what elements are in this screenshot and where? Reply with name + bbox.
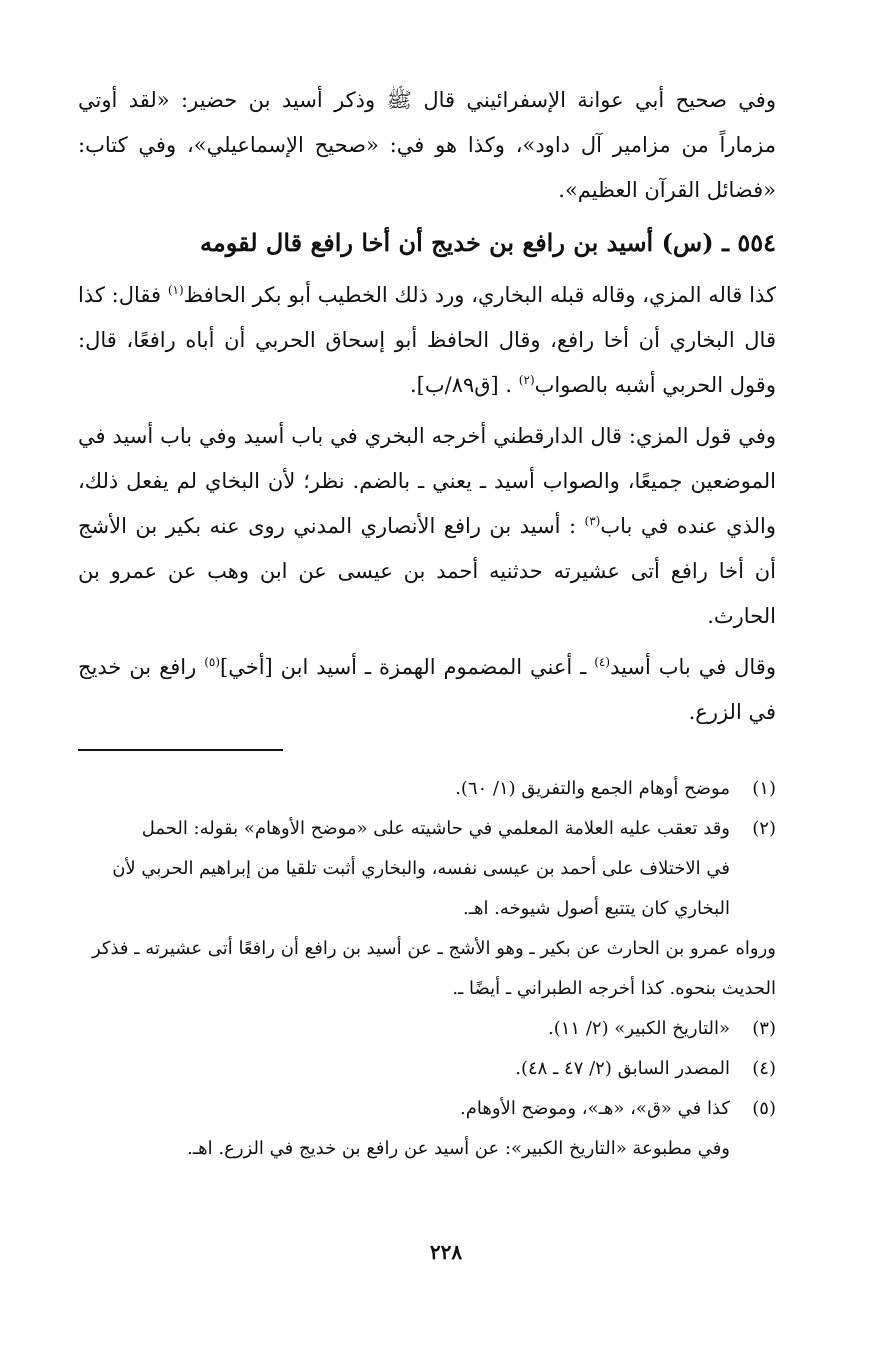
footnote-number: (٥) xyxy=(752,1098,776,1119)
footnote-ref-3[interactable]: (٣) xyxy=(584,514,601,528)
paragraph-entry-1-part-c: . [ق٨٩/ب]. xyxy=(409,373,513,397)
footnote-number: (٣) xyxy=(752,1018,776,1039)
page-body xyxy=(78,78,776,1169)
footnote-text: وقد تعقب عليه العلامة المعلمي في حاشيته على «موضح الأوهام» بقوله: الحمل xyxy=(141,818,730,839)
footnote-ref-2[interactable]: (٢) xyxy=(518,373,535,387)
paragraph-entry-3 xyxy=(78,645,776,735)
footnote-2 xyxy=(78,809,776,849)
paragraph-entry-3-part-c: رافع بن خديج في الزرع. xyxy=(78,655,776,724)
footnote-number: (٢) xyxy=(752,818,776,839)
footnote-ref-1[interactable]: (١) xyxy=(167,283,184,297)
paragraph-entry-2-part-b: : أسيد بن رافع الأنصاري المدني روى عنه بكير بن الأشج أن أخا رافع أتى عشيرته حدثنيه أحمد بن عيسى عن ابن وهب عن عمرو بن الحارث. xyxy=(78,514,776,628)
paragraph-entry-1 xyxy=(78,273,776,408)
footnote-5 xyxy=(78,1089,776,1129)
footnote-5-continuation: وفي مطبوعة «التاريخ الكبير»: عن أسيد عن رافع بن خديج في الزرع. اهـ. xyxy=(187,1138,730,1159)
entry-heading: ٥٥٤ ـ (س) أسيد بن رافع بن خديج أن أخا رافع قال لقومه xyxy=(199,228,776,257)
paragraph-entry-1-part-b: فقال: كذا قال البخاري أن أخا رافع، وقال الحافظ أبو إسحاق الحربي أن أباه رافعًا، قال: وقول الحربي أشبه بالصواب xyxy=(78,283,776,397)
page-number: ٢٢٨ xyxy=(429,1240,463,1264)
paragraph-entry-3-part-b: ـ أعني المضموم الهمزة ـ أسيد ابن [أخي] xyxy=(220,655,587,679)
paragraph-entry-3-part-a: وقال في باب أسيد xyxy=(610,655,776,679)
paragraph-intro: وفي صحيح أبي عوانة الإسفرائيني قال ﷺ وذكر أسيد بن حضير: «لقد أوتي مزماراً من مزامير آل داود»، وكذا هو في: «صحيح الإسماعيلي»، وفي كتاب: «فضائل القرآن العظيم». xyxy=(78,88,776,202)
footnote-text: «التاريخ الكبير» (٢/ ١١). xyxy=(548,1018,730,1039)
footnote-ref-4[interactable]: (٤) xyxy=(594,655,611,669)
footnote-text: المصدر السابق (٢/ ٤٧ ـ ٤٨). xyxy=(515,1058,730,1079)
footnote-number: (١) xyxy=(752,778,776,799)
footnote-2-continuation: في الاختلاف على أحمد بن عيسى نفسه، والبخاري أثبت تلقيا من إبراهيم الحربي لأن البخاري كان يتتبع أصول شيوخه. اهـ. xyxy=(112,858,730,919)
paragraph-entry-2-part-a: وفي قول المزي: قال الدارقطني أخرجه البخري في باب أسيد وفي باب أسيد في الموضعين جميعًا، والصواب أسيد ـ يعني ـ بالضم. نظر؛ لأن البخاي لم يفعل ذلك، والذي عنده في باب xyxy=(78,424,776,538)
footnote-2-extra: ورواه عمرو بن الحارث عن بكير ـ وهو الأشج ـ عن أسيد بن رافع أن رافعًا أتى عشيرته ـ فذكر الحديث بنحوه. كذا أخرجه الطبراني ـ أيضًا ـ. xyxy=(91,938,776,999)
footnote-divider xyxy=(78,749,283,751)
footnote-number: (٤) xyxy=(752,1058,776,1079)
footnote-ref-5[interactable]: (٥) xyxy=(204,655,221,669)
footnote-4 xyxy=(78,1049,776,1089)
paragraph-entry-2 xyxy=(78,414,776,639)
footnotes-section xyxy=(78,769,776,1169)
footnote-text: كذا في «ق»، «هـ»، وموضح الأوهام. xyxy=(460,1098,730,1119)
footnote-text: موضح أوهام الجمع والتفريق (١/ ٦٠). xyxy=(455,778,730,799)
footnote-1 xyxy=(78,769,776,809)
paragraph-entry-1-part-a: كذا قاله المزي، وقاله قبله البخاري، ورد ذلك الخطيب أبو بكر الحافظ xyxy=(183,283,776,307)
footnote-3 xyxy=(78,1009,776,1049)
